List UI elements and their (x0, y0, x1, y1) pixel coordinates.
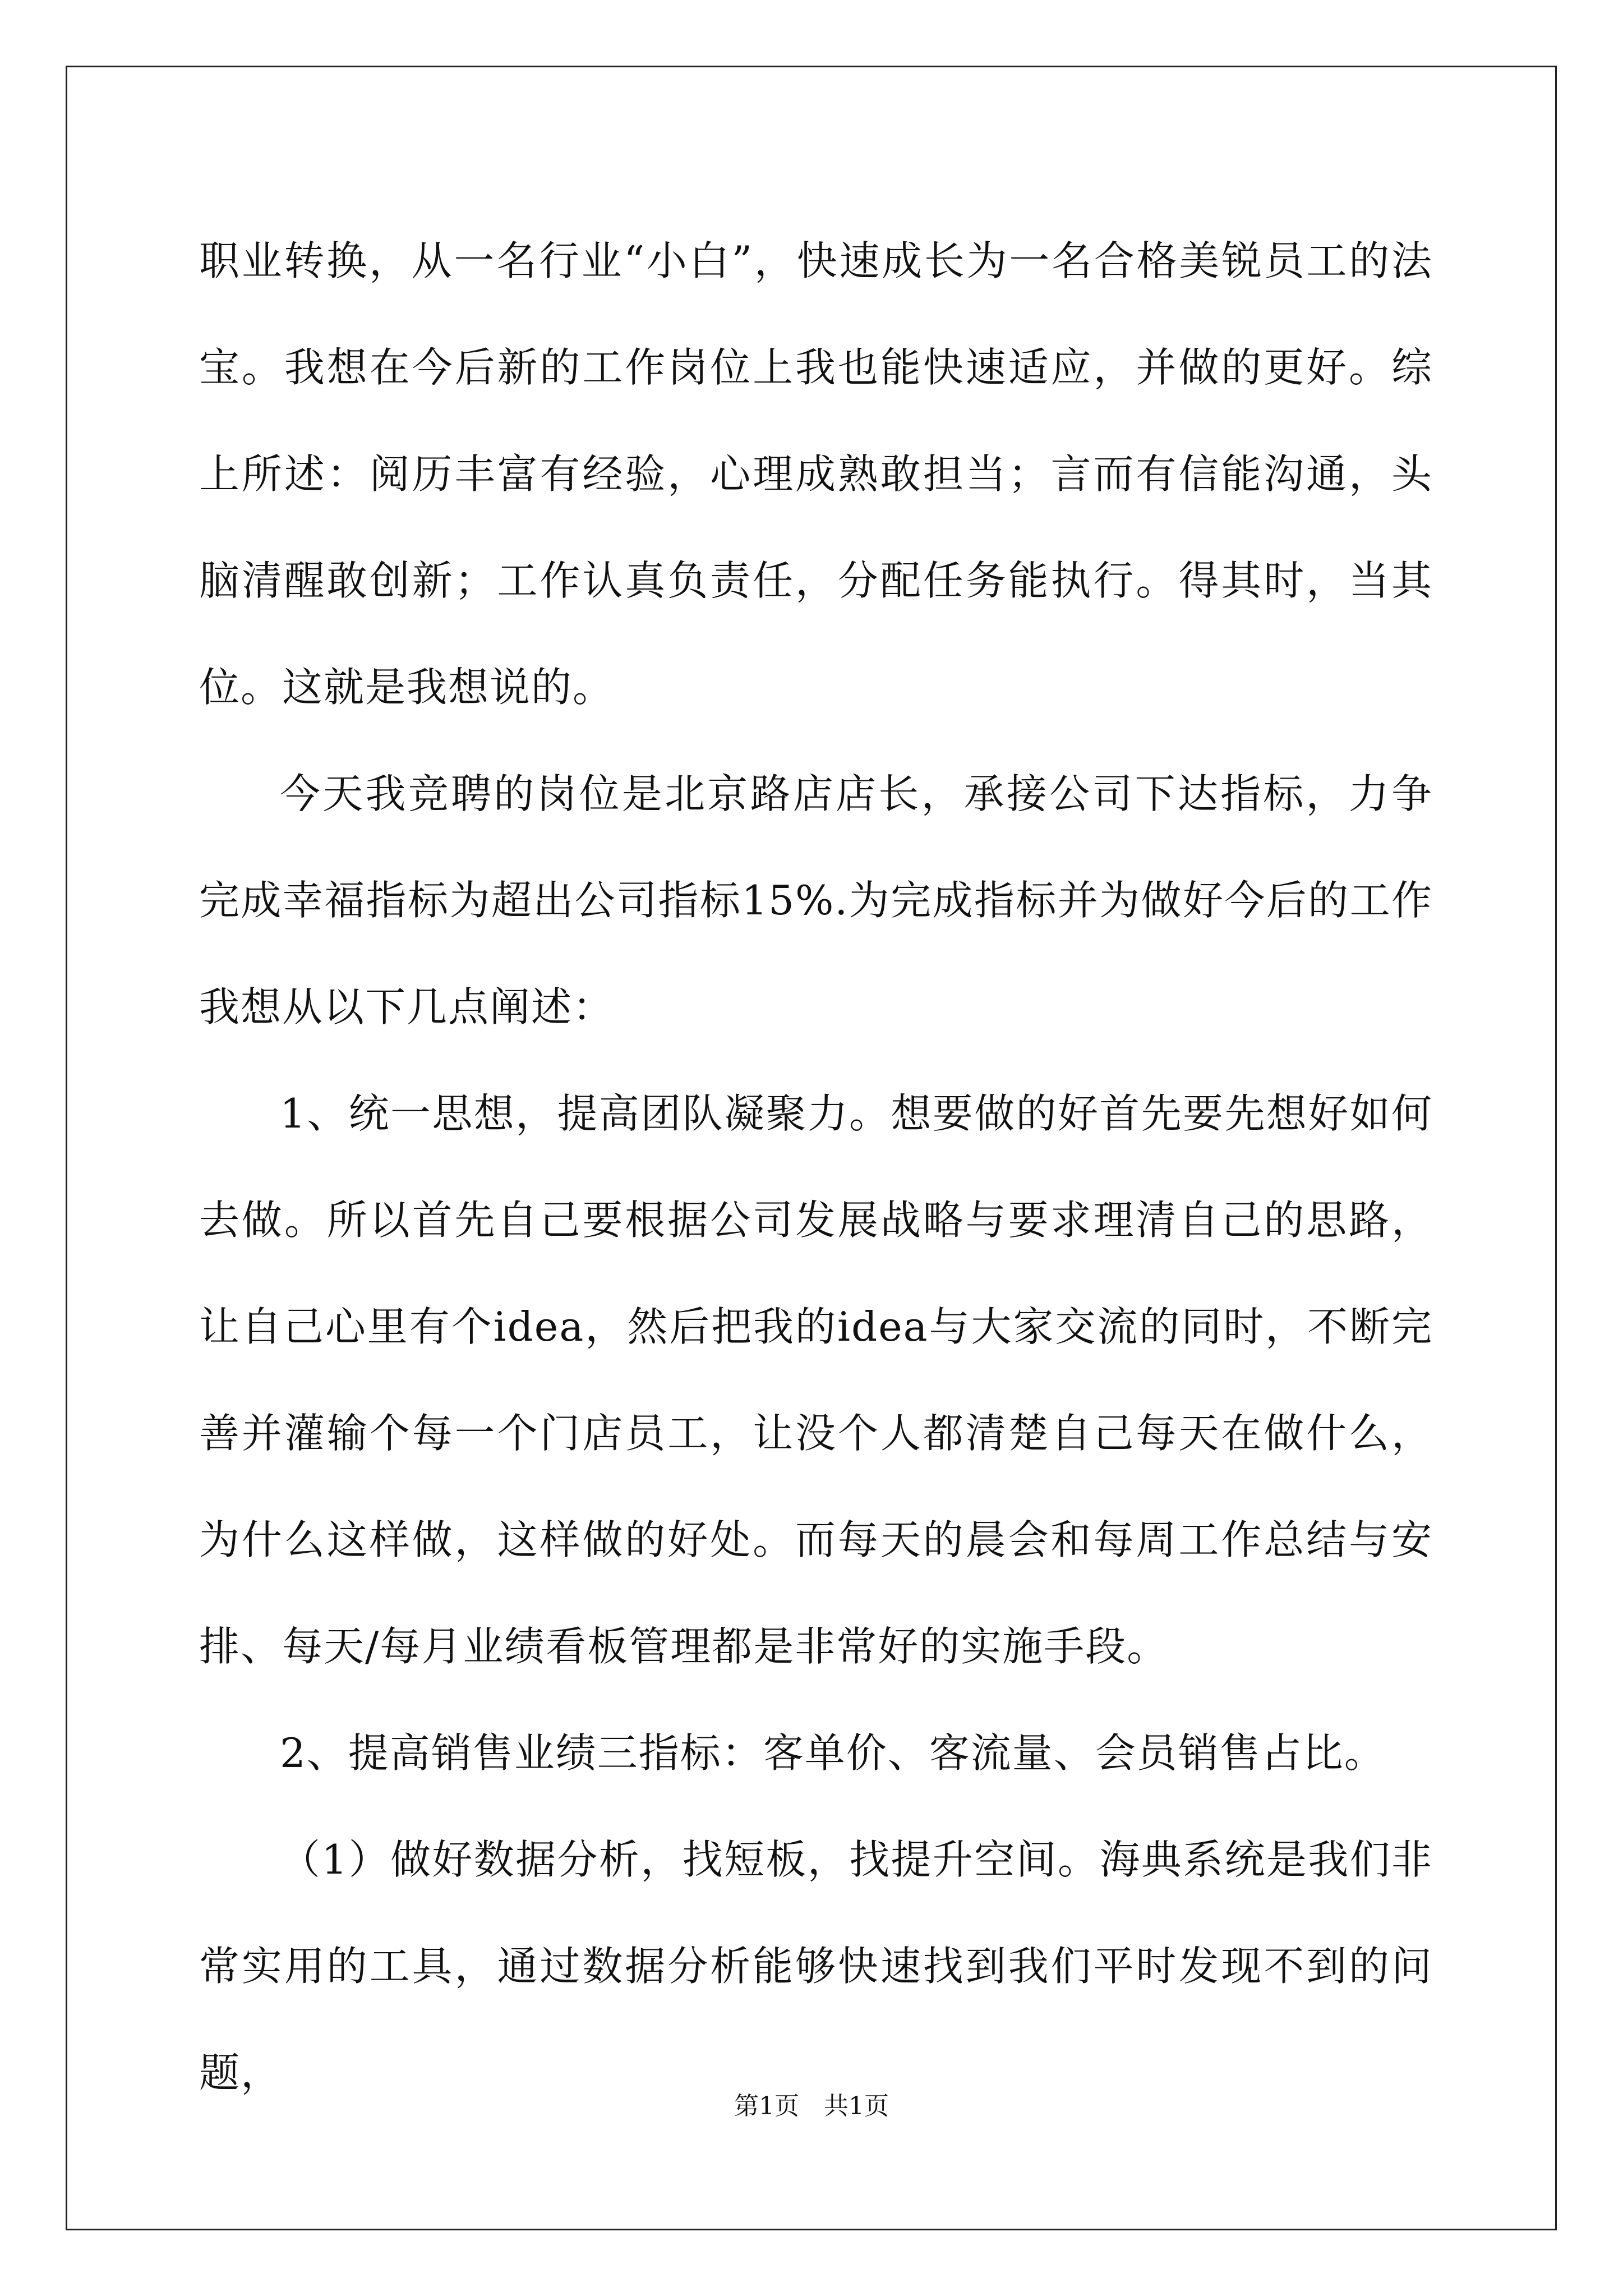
paragraph-3: 1、统一思想，提高团队凝聚力。想要做的好首先要先想好如何去做。所以首先自己要根据公司发展战略与要求理清自己的思路，让自己心里有个idea，然后把我的idea与大家交流的同时，不断完善并灌输个每一个门店员工，让没个人都清楚自己每天在做什么，为什么这样做，这样做的好处。而每天的晨会和每周工作总结与安排、每天/每月业绩看板管理都是非常好的实施手段。 (199, 1090, 1433, 1670)
document-body (199, 208, 1433, 2126)
paragraph-5: （1）做好数据分析，找短板，找提升空间。海典系统是我们非常实用的工具，通过数据分析能够快速找到我们平时发现不到的问题， (199, 1836, 1433, 2096)
paragraph-4: 2、提高销售业绩三指标：客单价、客流量、会员销售占比。 (280, 1729, 1386, 1777)
paragraph-1: 职业转换，从一名行业“小白”，快速成长为一名合格美锐员工的法宝。我想在今后新的工作岗位上我也能快速适应，并做的更好。综上所述：阅历丰富有经验，心理成熟敢担当；言而有信能沟通，头脑清醒敢创新；工作认真负责任，分配任务能执行。得其时，当其位。这就是我想说的。 (199, 237, 1433, 711)
paragraph-2: 今天我竞聘的岗位是北京路店店长，承接公司下达指标，力争完成幸福指标为超出公司指标15%.为完成指标并为做好今后的工作我想从以下几点阐述： (199, 770, 1433, 1030)
page-footer: 第1页 共1页 (734, 2092, 889, 2120)
